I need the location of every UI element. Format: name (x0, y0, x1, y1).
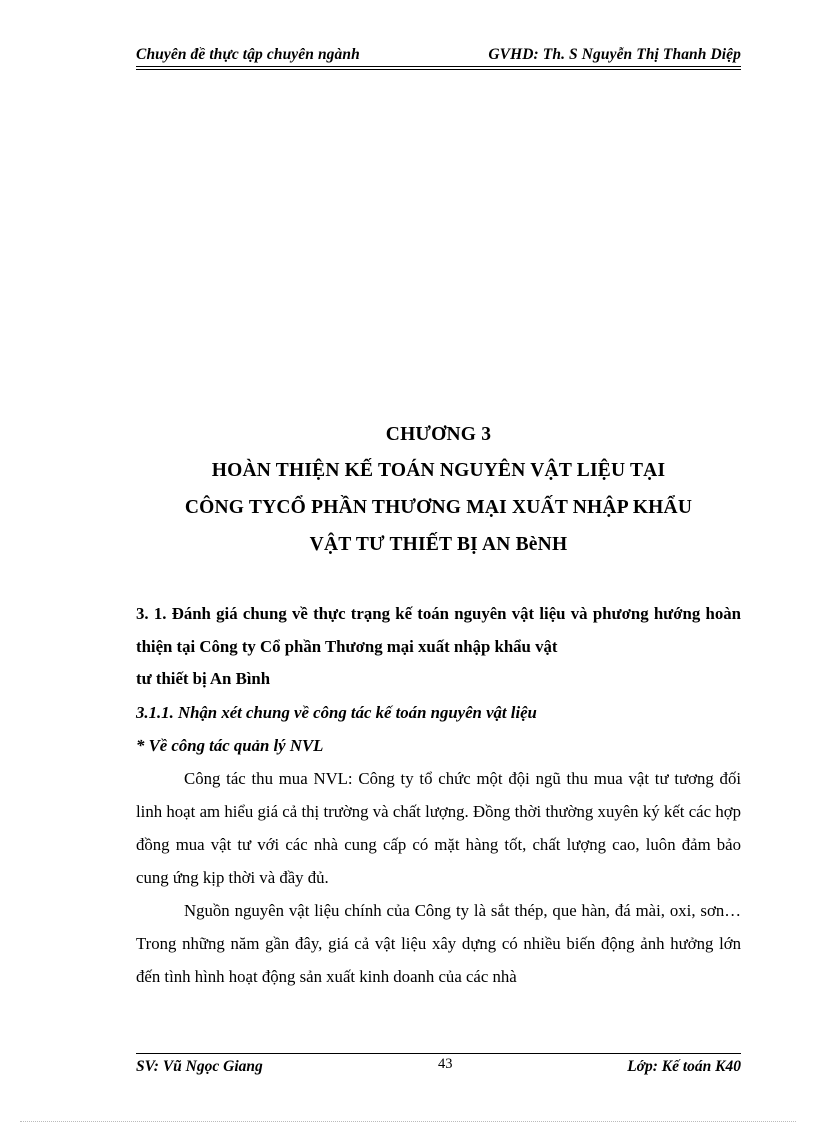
footer-student: SV: Vũ Ngọc Giang (136, 1058, 263, 1075)
page-footer (136, 1056, 741, 1080)
subsection-heading: 3.1.1. Nhận xét chung về công tác kế toán nguyên vật liệu (136, 703, 537, 722)
page-number: 43 (438, 1056, 453, 1072)
body-text (136, 762, 741, 993)
sub-subsection-heading: * Về công tác quản lý NVL (136, 736, 324, 755)
footer-rule (136, 1053, 741, 1054)
header-rule-secondary (136, 69, 741, 70)
paragraph-purchasing: Công tác thu mua NVL: Công ty tổ chức một đội ngũ thu mua vật tư tương đối linh hoạt am hiểu giá cả thị trường và chất lượng. Đồng thời thường xuyên ký kết các hợp đồng mua vật tư với các nhà cung cấp có mặt hàng tốt, chất lượng cao, luôn đảm bảo cung ứng kịp thời và đầy đủ. (136, 769, 741, 887)
header-rule (136, 66, 741, 67)
chapter-number: CHƯƠNG 3 (385, 424, 492, 445)
page-edge (20, 1121, 796, 1122)
paragraph-materials: Nguồn nguyên vật liệu chính của Công ty là sắt thép, que hàn, đá mài, oxi, sơn… Trong những năm gần đây, giá cả vật liệu xây dựng có nhiều biến động ảnh hưởng lớn đến tình hình hoạt động sản xuất kinh doanh của các nhà (136, 901, 741, 986)
section-heading: 3. 1. Đánh giá chung về thực trạng kế toán nguyên vật liệu và phương hướng hoàn thiện tại Công ty Cổ phần Thương mại xuất nhập khẩu vật (136, 604, 741, 656)
header-course-title: Chuyên đề thực tập chuyên ngành (136, 46, 360, 63)
header-supervisor: GVHD: Th. S Nguyễn Thị Thanh Diệp (488, 46, 741, 63)
page-header (136, 44, 741, 66)
footer-class: Lớp: Kế toán K40 (627, 1058, 741, 1075)
chapter-title-line-1: HOÀN THIỆN KẾ TOÁN NGUYÊN VẬT LIỆU TẠI (211, 460, 666, 481)
chapter-title-line-2: CÔNG TYCỔ PHẦN THƯƠNG MẠI XUẤT NHẬP KHẨU (184, 497, 693, 518)
chapter-title-line-3: VẬT TƯ THIẾT BỊ AN BèNH (309, 534, 568, 555)
section-heading-last-line: tư thiết bị An Bình (136, 669, 271, 688)
